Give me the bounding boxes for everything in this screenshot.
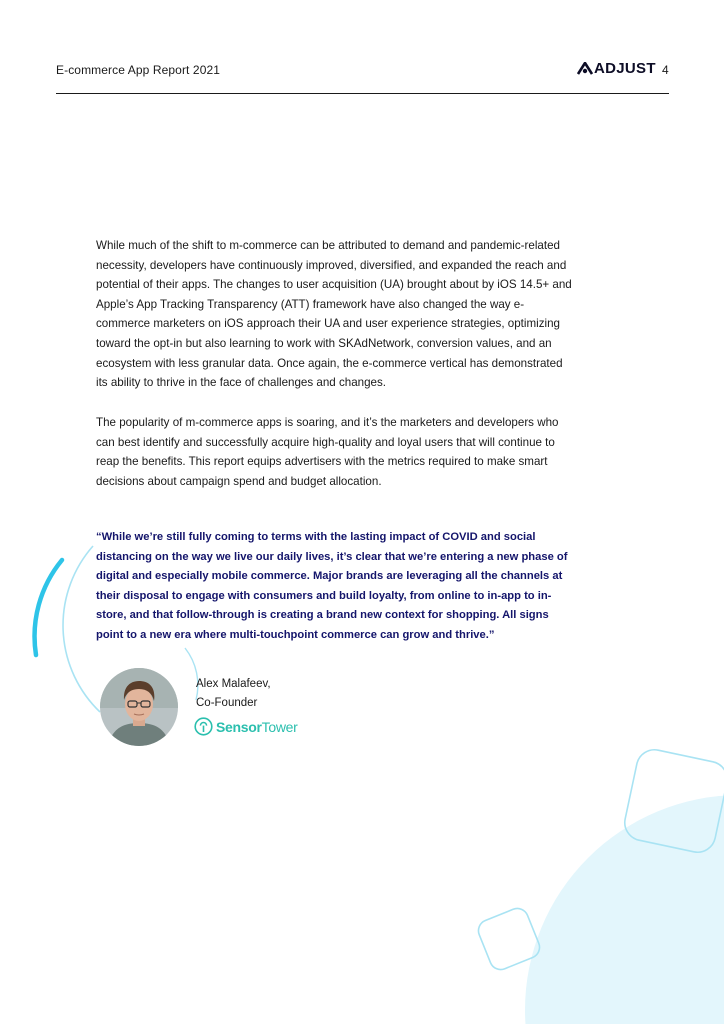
- author-name: Alex Malafeev,: [196, 678, 271, 690]
- company-name-bold: Sensor: [216, 718, 262, 735]
- decorative-square-small: [475, 905, 543, 973]
- body-paragraph-2: The popularity of m-commerce apps is soaring, and it’s the marketers and developers who can best identify and successfully acquire high-quality and loyal users that will continue to reap the benefits. This report equips advertisers with the metrics required to make smart decisions about campaign spend and budget allocation.: [96, 416, 559, 488]
- author-avatar: [100, 668, 178, 746]
- background-blob: [525, 795, 724, 1024]
- avatar-arc: [185, 648, 198, 700]
- page-number: 4: [662, 63, 669, 77]
- sensor-tower-icon: [194, 717, 213, 736]
- report-title: E-commerce App Report 2021: [56, 63, 221, 77]
- author-role: Co-Founder: [196, 697, 258, 709]
- adjust-logo-icon: [577, 62, 593, 75]
- body-paragraph-1: While much of the shift to m-commerce can be attributed to demand and pandemic-related necessity, developers have continuously improved, diversified, and expanded the reach and potential of their apps. The changes to user acquisition (UA) brought about by iOS 14.5+ and Apple’s App Tracking Transparency (ATT) framework have also changed the way e-commerce marketers on iOS approach their UA and user experience strategies, optimizing toward the opt-in but also learning to work with SKAdNetwork, conversion values, and an ecosystem with less granular data. Once again, the e-commerce vertical has demonstrated its ability to thrive in the face of challenges and changes.: [96, 239, 572, 390]
- quote-arc-accent: [35, 560, 62, 655]
- brand-name: ADJUST: [594, 60, 656, 77]
- person-photo-icon: [100, 668, 178, 746]
- company-name-light: Tower: [261, 718, 298, 735]
- adjust-logo: [577, 60, 656, 77]
- sensor-tower-logo: [194, 717, 298, 736]
- testimonial-quote: “While we’re still fully coming to terms with the lasting impact of COVID and social distancing on the way we live our daily lives, it’s clear that we’re entering a new phase of digital and especially mobile commerce. Major brands are leveraging all the channels at their disposal to engage with consumers and build loyalty, from online to in-app to in-store, and that follow-through is creating a brand new context for shopping. All signs point to a new era where multi-touchpoint commerce can grow and thrive.”: [96, 531, 568, 641]
- header-divider: [56, 93, 669, 94]
- quote-arc-thin: [63, 546, 100, 712]
- decorative-square-large: [621, 746, 724, 855]
